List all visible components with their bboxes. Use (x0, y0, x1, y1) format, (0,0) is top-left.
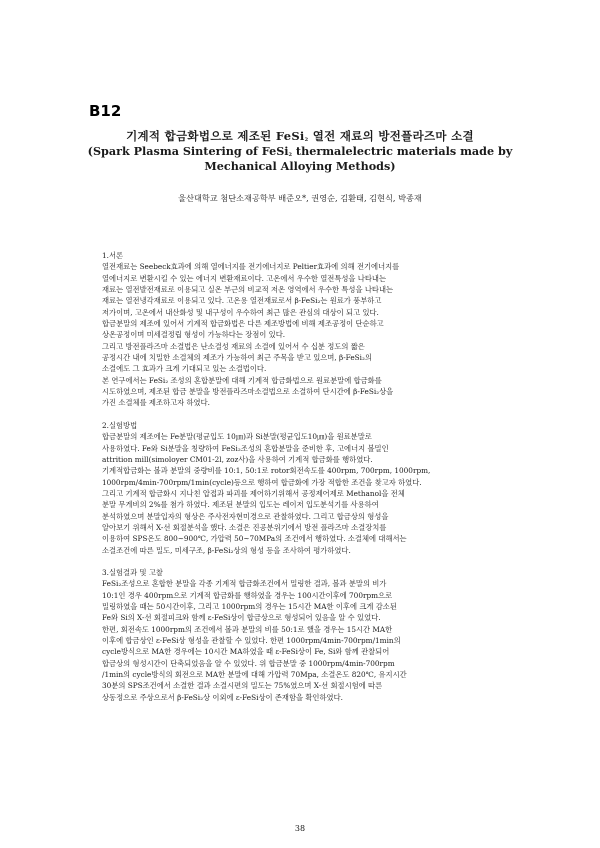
text-line: 분석하였으며 분말입자의 형상은 주사전자현미경으로 관찰하였다. 그리고 합금상의 형성을 (102, 511, 389, 521)
text-line: 재료는 열전냉각재료로 이용되고 있다. 고온용 열전재료로서 β-FeSi₂는 원료가 풍부하고 (102, 296, 382, 306)
text-line: 상온공정이며 미세결정립 형성이 가능하다는 장점이 있다. (102, 330, 286, 340)
paper-body (102, 250, 500, 703)
title-block (80, 128, 520, 174)
section-methods (102, 420, 500, 556)
section-heading: 3.실험결과 및 고찰 (102, 567, 163, 577)
text-line: 밀링하였을 때는 50시간이후, 그리고 1000rpm의 경우는 15시간 MA한 이후에 크게 감소된 (102, 601, 397, 611)
text-line: cycle방식으로 MA한 경우에는 10시간 MA하였을 때 ε-FeSi상이 Fe, Si와 함께 관찰되어 (102, 647, 390, 657)
text-line: /1min의 cycle방식의 회전으로 MA한 분말에 대해 가압력 70Mpa, 소결온도 820℃, 유지시간 (102, 670, 407, 680)
korean-title: 기계적 합금화법으로 제조된 FeSi$_2$ 열전 재료의 방전플라즈마 소결 (126, 129, 474, 143)
text-line: 그리고 기계적 합금화시 지나친 압접과 파괴를 제어하기위해서 공정제어제로 Methanol을 전체 (102, 488, 405, 498)
text-line: 합금상의 형성시간이 단축되었음을 알 수 있었다. 위 합금분말 중 1000rpm/4min-700rpm (102, 658, 395, 668)
author-affiliation: 울산대학교 첨단소재공학부 배준오*, 권영순, 김환태, 김현식, 박종재 (178, 193, 422, 203)
text-line: 이용하여 SPS온도 800~900℃, 가압력 50~70MPa의 조건에서 행하였다. 소결체에 대해서는 (102, 534, 407, 544)
english-title-line-1: (Spark Plasma Sintering of FeSi$_2$ thermalelectric materials made by (87, 144, 513, 158)
text-line: 30분의 SPS조건에서 소결한 결과 소결시편의 밀도는 75%였으며 X-선 회절시험에 따른 (102, 681, 383, 691)
section-heading: 1.서론 (102, 251, 124, 260)
text-line: 본 연구에서는 FeSi₂ 조성의 혼합분말에 대해 기계적 합금화법으로 원료분말에 합금화를 (102, 375, 382, 385)
text-line: 이후에 합금상인 ε-FeSi상 형성을 관찰할 수 있었다. 한편 1000rpm/4min-700rpm/1min의 (102, 636, 401, 645)
text-line: 한편, 회전속도 1000rpm의 조건에서 볼과 분말의 비를 50:1로 했을 경우는 15시간 MA한 (102, 624, 393, 634)
text-line: 10:1인 경우 400rpm으로 기계적 합금화를 행하였을 경우는 100시간이후에 700rpm으로 (102, 590, 393, 600)
section-text (102, 578, 500, 703)
text-line: 그리고 방전플라즈마 소결법은 난소결성 재료의 소결에 있어서 수 십분 정도의 짧은 (102, 341, 365, 351)
section-text (102, 431, 500, 556)
text-line: 소결조건에 따른 밀도, 미세구조, β-FeSi₂상의 형성 등을 조사하여 평가하였다. (102, 545, 351, 555)
section-heading: 2.실험방법 (102, 420, 138, 430)
text-line: 기계적합금화는 볼과 분말의 중량비를 10:1, 50:1로 rotor회전속도를 400rpm, 700rpm, 1000rpm, (102, 466, 431, 476)
section-results (102, 567, 500, 703)
text-line: 열전재료는 Seebeck효과에 의해 열에너지를 전기에너지로 Peltier효과에 의해 전기에너지를 (102, 262, 400, 272)
text-line: 사용하였다. Fe와 Si분말을 칭량하여 FeSi₂조성의 혼합분말을 준비한 후, 고에너지 볼밀인 (102, 443, 389, 453)
text-line: attrition mill(simoloyer CM01-2l, zoz사)을 사용하여 기계적 합금화를 행하였다. (102, 454, 373, 464)
text-line: 소결에도 그 효과가 크게 기대되고 있는 소결법이다. (102, 364, 267, 374)
text-line: 알아보기 위해서 X-선 회절분석을 했다. 소결은 진공분위기에서 방전 플라즈마 소결장치를 (102, 522, 387, 532)
text-line: 합금분말의 제조에는 Fe분말(평균입도 10㎛)과 Si분말(평균입도10㎛)을 원료분말로 (102, 432, 372, 442)
text-line: 재료는 열전발전재료로 이용되고 실온 부근의 비교적 저온 영역에서 우수한 특성을 나타내는 (102, 285, 394, 295)
text-line: 공정시간 내에 치밀한 소결체의 제조가 가능하여 최근 주목을 받고 있으며, β-FeSi₂의 (102, 353, 372, 363)
english-title-line-2: Mechanical Alloying Methods) (204, 159, 396, 173)
text-line: 저가이며, 고온에서 내산화성 및 내구성이 우수하여 최근 많은 관심의 대상이 되고 있다. (102, 307, 379, 317)
text-line: 분말 무게비의 2%를 첨가 하였다. 제조된 분말의 입도는 레이저 입도분석기를 사용하여 (102, 500, 379, 510)
section-text (102, 261, 500, 408)
text-line: 시도하였으며, 제조된 합금 분말을 방전플라즈마소결법으로 소결하여 단시간에 β-FeSi₂상을 (102, 387, 394, 397)
text-line: 합금분말의 제조에 있어서 기계적 합금화법은 다른 제조방법에 비해 제조공정이 단순하고 (102, 319, 384, 329)
section-introduction (102, 250, 500, 409)
text-line: 가진 소결체를 제조하고자 하였다. (102, 398, 210, 408)
text-line: FeSi₂조성으로 혼합한 분말을 각종 기계적 합금화조건에서 밀링한 결과, 볼과 분말의 비가 (102, 579, 387, 589)
text-line: Fe와 Si의 X-선 회절피크와 함께 ε-FeSi상이 합금상으로 형성되어 있음을 알 수 있었다. (102, 613, 381, 623)
abstract-code: B12 (89, 102, 122, 120)
page-number: 38 (294, 824, 306, 833)
text-line: 열에너지로 변환시킬 수 있는 에너지 변환재료이다. 고온에서 우수한 열전특성을 나타내는 (102, 273, 386, 283)
text-line: 1000rpm/4min-700rpm/1min(cycle)등으로 행하여 합금화에 가장 적합한 조건을 찾고자 하였다. (102, 477, 422, 487)
text-line: 상동정으로 주상으로서 β-FeSi₂상 이외에 ε-FeSi상이 존재함을 확인하였다. (102, 692, 343, 702)
